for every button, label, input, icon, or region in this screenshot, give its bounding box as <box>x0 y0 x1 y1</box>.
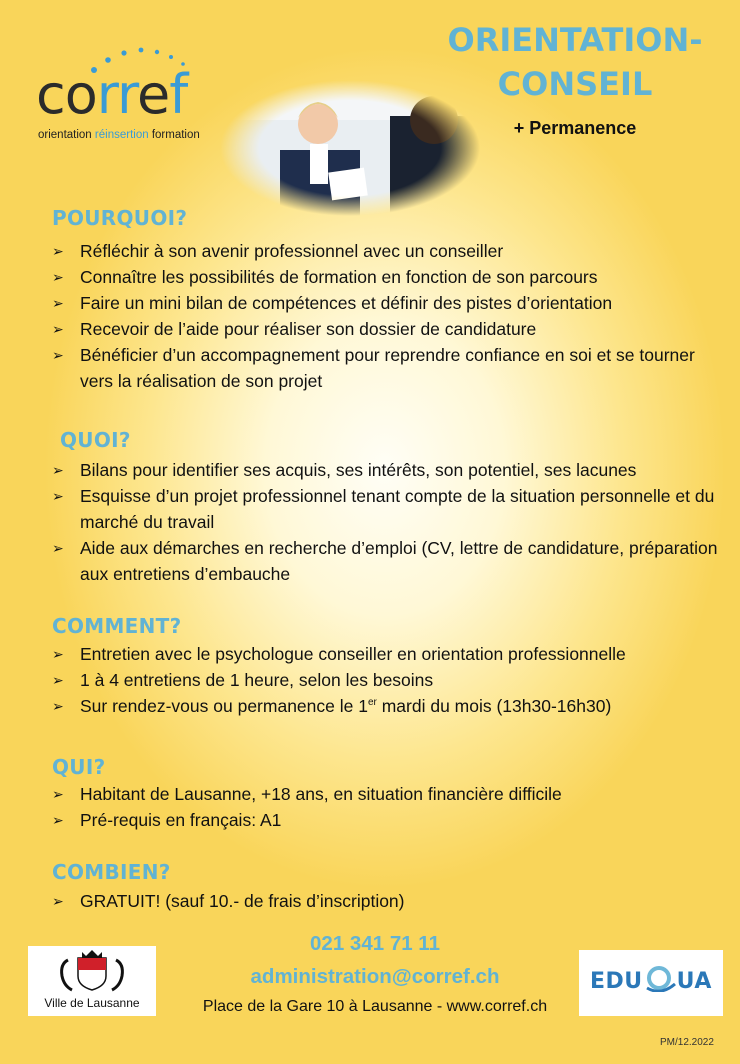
arrow-bullet-icon: ➢ <box>52 893 64 909</box>
list-item: ➢ Bilans pour identifier ses acquis, ses intérêts, son potentiel, ses lacunes <box>52 457 722 483</box>
eduqua-wordmark: EDU UA <box>590 966 712 994</box>
contact-email[interactable]: administration@corref.ch <box>250 965 500 988</box>
list-item: ➢ Connaître les possibilités de formation en fonction de son parcours <box>52 264 722 290</box>
list-quoi <box>52 457 722 587</box>
eduqua-q-icon <box>643 966 677 992</box>
list-item: ➢ Réfléchir à son avenir professionnel avec un conseiller <box>52 238 722 264</box>
lausanne-label: Ville de Lausanne <box>44 996 140 1010</box>
list-pourquoi <box>52 238 722 394</box>
section-heading-quoi: QUOI? <box>60 428 131 452</box>
section-heading-combien: COMBIEN? <box>52 860 171 884</box>
page-subtitle: + Permanence <box>513 118 637 138</box>
arrow-bullet-icon: ➢ <box>52 812 64 828</box>
arrow-bullet-icon: ➢ <box>52 462 64 478</box>
list-item: ➢ Aide aux démarches en recherche d’emploi (CV, lettre de candidature, préparation aux entretiens d’embauche <box>52 535 722 587</box>
list-qui <box>52 781 722 833</box>
lausanne-crest-icon <box>28 946 156 996</box>
page-title: ORIENTATION- CONSEIL <box>447 21 703 103</box>
list-item: ➢ GRATUIT! (sauf 10.- de frais d’inscription) <box>52 888 722 914</box>
list-item: ➢ Entretien avec le psychologue conseiller en orientation professionnelle <box>52 641 722 667</box>
section-heading-qui: QUI? <box>52 755 106 779</box>
arrow-bullet-icon: ➢ <box>52 347 64 363</box>
arrow-bullet-icon: ➢ <box>52 243 64 259</box>
list-comment <box>52 641 722 719</box>
arrow-bullet-icon: ➢ <box>52 786 64 802</box>
logo-tagline: orientation réinsertion formation <box>38 129 200 141</box>
section-heading-pourquoi: POURQUOI? <box>52 206 188 230</box>
arrow-bullet-icon: ➢ <box>52 540 64 556</box>
list-item: ➢ Habitant de Lausanne, +18 ans, en situation financière difficile <box>52 781 722 807</box>
list-item: ➢ 1 à 4 entretiens de 1 heure, selon les besoins <box>52 667 722 693</box>
list-item: ➢ Sur rendez-vous ou permanence le 1er mardi du mois (13h30-16h30) <box>52 693 722 719</box>
document-reference: PM/12.2022 <box>660 1037 714 1048</box>
list-combien <box>52 888 722 914</box>
arrow-bullet-icon: ➢ <box>52 698 64 714</box>
list-item: ➢ Faire un mini bilan de compétences et définir des pistes d’orientation <box>52 290 722 316</box>
arrow-bullet-icon: ➢ <box>52 269 64 285</box>
arrow-bullet-icon: ➢ <box>52 488 64 504</box>
corref-logo: corref <box>36 63 188 126</box>
section-heading-comment: COMMENT? <box>52 614 182 638</box>
arrow-bullet-icon: ➢ <box>52 295 64 311</box>
arrow-bullet-icon: ➢ <box>52 321 64 337</box>
list-item: ➢ Bénéficier d’un accompagnement pour reprendre confiance en soi et se tourner vers la réalisation de son projet <box>52 342 722 394</box>
arrow-bullet-icon: ➢ <box>52 672 64 688</box>
contact-phone[interactable]: 021 341 71 11 <box>310 932 440 955</box>
list-item: ➢ Esquisse d’un projet professionnel tenant compte de la situation personnelle et du marché du travail <box>52 483 722 535</box>
contact-address: Place de la Gare 10 à Lausanne - www.corref.ch <box>202 998 548 1015</box>
arrow-bullet-icon: ➢ <box>52 646 64 662</box>
list-item: ➢ Recevoir de l’aide pour réaliser son dossier de candidature <box>52 316 722 342</box>
list-item: ➢ Pré-requis en français: A1 <box>52 807 722 833</box>
